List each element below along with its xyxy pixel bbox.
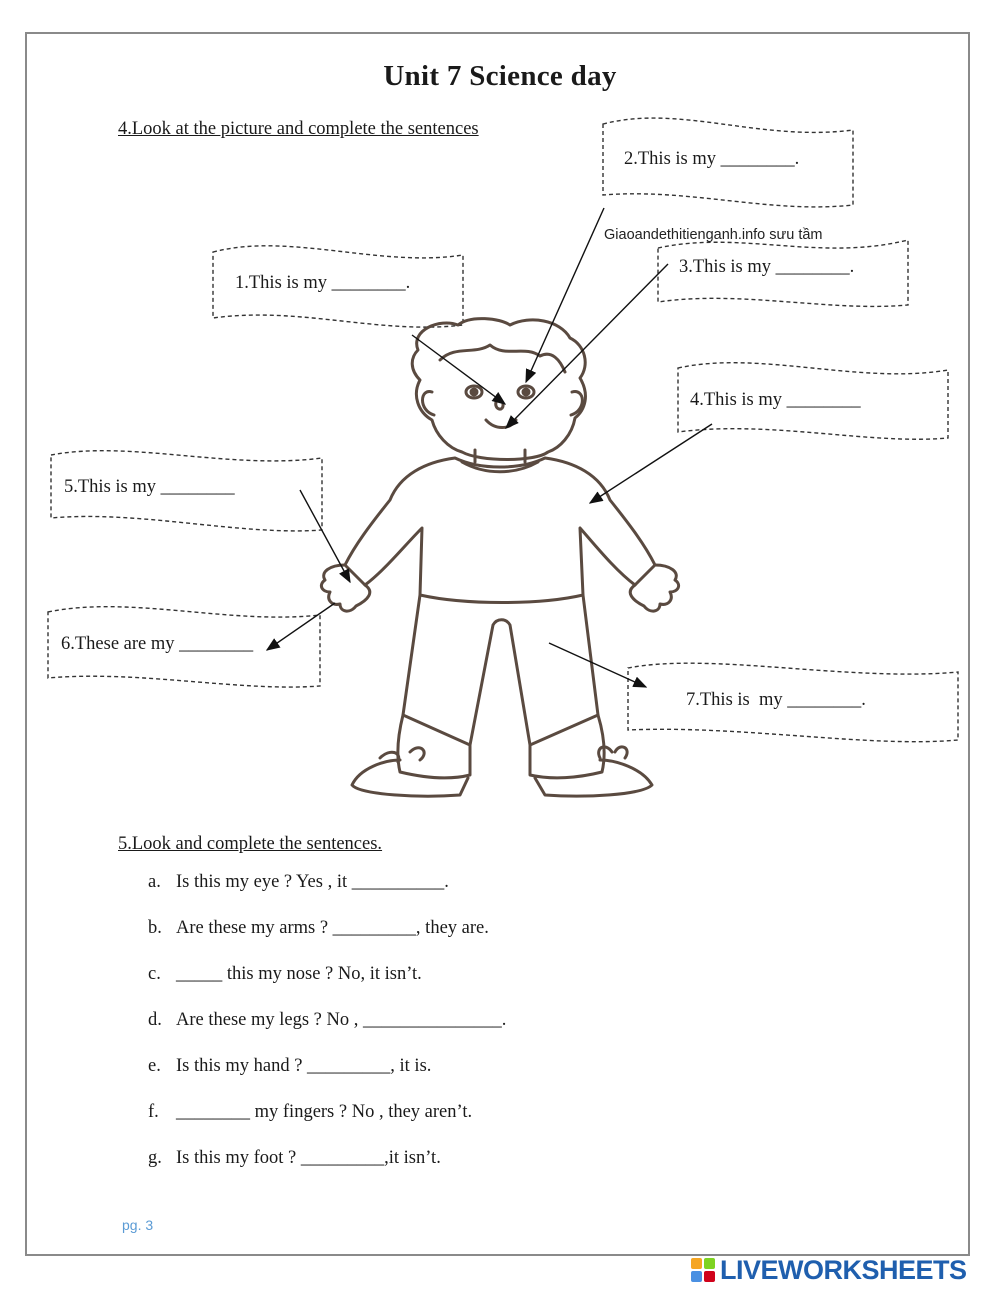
page-number: pg. 3 (122, 1217, 154, 1233)
question-b: b. Are these my arms ? _________, they are. (148, 918, 489, 938)
label-7: 7.This is my ________. (686, 690, 866, 710)
liveworksheets-logo[interactable] (690, 1254, 967, 1286)
label-1: 1.This is my ________. (235, 273, 411, 293)
watermark-text: Giaoandethitienganh.info sưu tầm (604, 227, 823, 243)
label-4: 4.This is my ________ (690, 390, 861, 410)
label-6: 6.These are my ________ (61, 634, 254, 654)
question-f: f. ________ my fingers ? No , they aren’t. (148, 1102, 473, 1122)
label-5: 5.This is my ________ (64, 477, 235, 497)
liveworksheets-wordmark: LIVEWORKSHEETS (720, 1254, 967, 1285)
question-e: e. Is this my hand ? _________, it is. (148, 1056, 432, 1076)
label-2: 2.This is my ________. (624, 149, 800, 169)
section-5-heading: 5.Look and complete the sentences. (118, 834, 383, 854)
boy-illustration (321, 319, 678, 797)
question-a: a. Is this my eye ? Yes , it __________. (148, 872, 449, 892)
label-3: 3.This is my ________. (679, 257, 855, 277)
question-c: c. _____ this my nose ? No, it isn’t. (148, 964, 422, 984)
question-g: g. Is this my foot ? _________,it isn’t. (148, 1148, 441, 1168)
page-title: Unit 7 Science day (383, 60, 617, 92)
section-4-heading: 4.Look at the picture and complete the sentences (118, 119, 479, 139)
question-d: d. Are these my legs ? No , _______________. (148, 1010, 507, 1030)
liveworksheets-icon (690, 1257, 716, 1283)
